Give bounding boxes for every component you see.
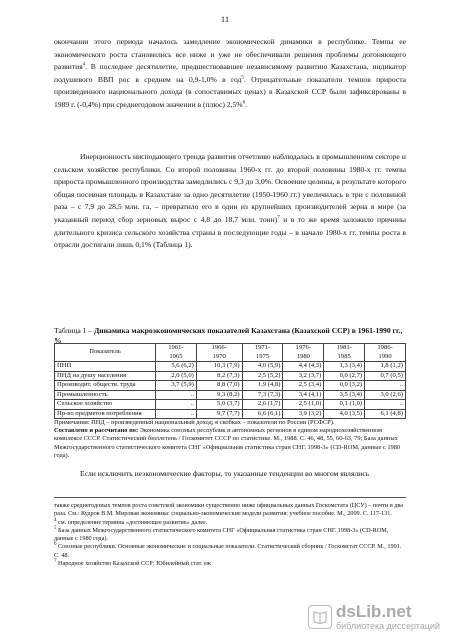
footnote-number: 5 <box>54 525 57 531</box>
table-note: Примечания: ПНД – произведенный национальный доход; в скобках – показатели по России (РСФСР). <box>54 419 335 426</box>
table-cell: 9,3 (8,2) <box>196 390 242 400</box>
table-cell: 4,0 (3,5) <box>324 409 365 419</box>
table-row <box>55 390 406 400</box>
footnotes <box>54 502 406 568</box>
watermark <box>308 603 440 631</box>
body-text <box>54 36 406 112</box>
table-caption-prefix: Таблица 1 – <box>54 326 95 335</box>
footnote-number: 4 <box>54 517 57 523</box>
column-header-period: 1981- 1985 <box>324 344 365 362</box>
table-row <box>55 409 406 419</box>
table-row <box>55 400 406 410</box>
page-number: 11 <box>220 14 230 24</box>
row-label: ПНП <box>55 362 156 372</box>
column-header-period: 1971- 1975 <box>242 344 283 362</box>
continuation-line: Если исключить неэкономические факторы, то указанные тенденции во многом являлись <box>80 469 370 478</box>
column-header-period: 1966- 1970 <box>196 344 242 362</box>
table-cell: 6,6 (6,1) <box>242 409 283 419</box>
table-cell: 3,7 (5,9) <box>156 381 197 391</box>
table-cell: 7,3 (7,3) <box>242 390 283 400</box>
table-cell: 2,5 (3,4) <box>283 381 324 391</box>
table-caption-title: Динамика макроэкономических показателей Казахстана (Казахской ССР) в 1961-1990 гг., % <box>54 326 403 345</box>
footnote-marker: 4 <box>82 62 86 68</box>
footnote: $^7$ Народное хозяйство Казахской ССР: Юбилейный стат. еж <box>54 559 211 568</box>
footnote-marker: 6 <box>242 100 246 106</box>
table-cell: 3,4 (4,1) <box>283 390 324 400</box>
table-cell: 1,9 (4,8) <box>242 381 283 391</box>
table-cell: 5,0 (3,7) <box>196 400 242 410</box>
table-cell: 5,6 (6,2) <box>156 362 197 372</box>
table-cell: 2,6 (1,7) <box>242 400 283 410</box>
footnote-number: 6 <box>54 542 57 548</box>
footnote-divider <box>54 497 406 498</box>
table-cell: 2,5 (5,2) <box>242 371 283 381</box>
table-cell: .. <box>365 381 406 391</box>
table-row <box>55 362 406 372</box>
table-cell: 9,7 (7,7) <box>196 409 242 419</box>
footnote-number: 7 <box>54 559 57 565</box>
footnote-marker: 5 <box>241 75 244 81</box>
row-label: ПНД на душу населения <box>55 371 156 381</box>
table-cell: 0,0 (2,7) <box>324 371 365 381</box>
table-cell: 1,3 (3,4) <box>324 362 365 372</box>
row-label: Сельское хозяйство <box>55 400 156 410</box>
table-cell: 0,0 (3,2) <box>324 381 365 391</box>
table-cell: 3,9 (3,2) <box>283 409 324 419</box>
table-header-row <box>55 344 406 362</box>
table-cell: 3,2 (3,7) <box>283 371 324 381</box>
table-cell: 0,1 (1,0) <box>324 400 365 410</box>
watermark-brand: dsLib.net <box>335 602 412 621</box>
macroeconomic-table <box>54 343 406 419</box>
book-logo-icon <box>308 605 332 629</box>
table-cell: 2,0 (5,0) <box>156 371 197 381</box>
paragraph-1: окончании этого периода началось замедление экономической динамики в республике. Темпы ее экономического роста становились все ниже и уже не обеспечивали решения проблемы догоняющего развития$^4$. В последнее десятилетие, предшествовавшее независимому развитию Казахстана, индикатор подушевого ВВП рос в среднем на 0,9-1,0% в год$^5$. Отрицательные показатели темпов прироста произведенного национального дохода (в сопоставимых ценах) в Казахской ССР были зафиксированы в 1989 г. (-0,4%) при среднегодовом значении в (плюс) 2,5%$^6$. <box>54 37 406 109</box>
table-notes <box>54 419 406 460</box>
table-cell: .. <box>156 390 197 400</box>
table-cell: .. <box>365 400 406 410</box>
table-row <box>55 381 406 391</box>
footnote: $^6$ Союзные республики. Основные экономические и социальные показатели. Статистический сборник / Госкомстат СССР. М., 1991. С. 48. <box>54 542 402 559</box>
table-body <box>55 362 406 419</box>
column-header-period: 1961- 1965 <box>156 344 197 362</box>
table-cell: 8,8 (7,0) <box>196 381 242 391</box>
footnote: $^5$ База данных Межгосударственного статистического комитета СНГ «Официальная статистика стран СНГ. 1998-3» (CD-ROM, данные с 1980 года). <box>54 525 389 543</box>
footnote: $^4$ см. определение термина «догоняющее развитие» далее. <box>54 517 208 526</box>
column-header-period: 1986- 1990 <box>365 344 406 362</box>
table-cell: 4,0 (5,9) <box>242 362 283 372</box>
table-cell: .. <box>156 409 197 419</box>
table-source-label: Составлено и рассчитано по: <box>54 427 139 435</box>
column-header-period: 1976- 1980 <box>283 344 324 362</box>
row-label: Пр-во предметов потребления <box>55 409 156 419</box>
table-source-text: Экономика союзных республик и автономных регионов в едином народнохозяйственном комплексе СССР. Статистический бюллетень / Госкомитет СССР по статистике. М., 1988. С. 46, 48, 55, 60-63, 79; База данных Межгосударственного статистического комитета СНГ «Официальная статистика стран СНГ. 1998-3» (CD-ROM, данные с 1980 года). <box>54 427 401 459</box>
table-cell: 2,5 (1,0) <box>283 400 324 410</box>
table-cell: 4,4 (4,3) <box>283 362 324 372</box>
watermark-subtitle: библиотека диссертаций <box>335 621 440 631</box>
table-cell: 10,3 (7,9) <box>196 362 242 372</box>
table-cell: 8,2 (7,3) <box>196 371 242 381</box>
footnote-marker: 7 <box>277 215 280 221</box>
table-cell: 3,5 (3,4) <box>324 390 365 400</box>
footnote: также среднегодовых темпов роста советской экономики существенно ниже официальных данных Госкомстата (ЦСУ) – почти в два раза. См.: Кудров В.М. Мировая экономика: социально-экономические модели развития: учебное пособие. М., 2009. С. 117-131. <box>54 502 404 518</box>
table-cell: 0,7 (0,5) <box>365 371 406 381</box>
table-cell: 6,1 (4,8) <box>365 409 406 419</box>
table-cell: 3,0 (2,6) <box>365 390 406 400</box>
row-label: Промышленность <box>55 390 156 400</box>
table-row <box>55 371 406 381</box>
body-text-2 <box>54 151 406 252</box>
table-source <box>54 427 406 460</box>
paragraph-2: Инерционность нисподающего тренда развития отчетливо наблюдалась в промышленном секторе и сельском хозяйстве республики. Со второй половины 1960-х гг. до второй половины 1980-х гг. темпы прироста промышленного производства замедлились с 9,3 до 3,0%. Освоение целины, в результате которого общая посевная площадь в Казахстане за одно десятилетие (1950-1960 гг.) увеличилась в три с половиной раза – с 7,9 до 28,5 млн. га, – превратило его в один из крупнейших производителей зерна в мире (за указанный период сбор зерновых вырос с 4,8 до 18,7 млн. тонн)$^7$ и в то же время заложило причины длительного кризиса сельского хозяйства страны в последующие годы – в начале 1980-х гг. темпы роста в отрасли достигали лишь 0,1% (Таблица 1). <box>54 152 406 250</box>
table-cell: .. <box>156 400 197 410</box>
column-header-indicator: Показатель <box>55 344 156 362</box>
row-label: Производит. обществ. труда <box>55 381 156 391</box>
table-cell: 1,8 (1,2) <box>365 362 406 372</box>
